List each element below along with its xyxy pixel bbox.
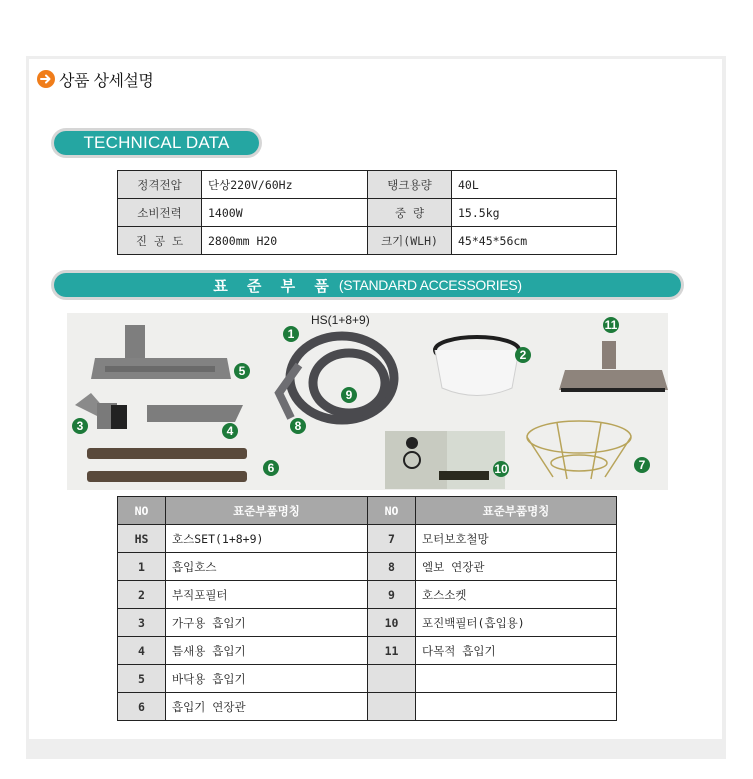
accessories-label-kr: 표 준 부 품 bbox=[213, 276, 329, 295]
technical-data-banner bbox=[51, 128, 262, 158]
table-row bbox=[118, 525, 617, 553]
hose-set-label: HS(1+8+9) bbox=[311, 313, 370, 327]
item-name: 엘보 연장관 bbox=[416, 553, 617, 581]
spec-row bbox=[118, 171, 617, 199]
spec-value: 15.5kg bbox=[452, 199, 617, 227]
badge-4: 4 bbox=[222, 423, 238, 439]
item-no: 7 bbox=[368, 525, 416, 553]
standard-accessories-banner bbox=[51, 270, 684, 300]
badge-7: 7 bbox=[634, 457, 650, 473]
badge-5: 5 bbox=[234, 363, 250, 379]
table-row bbox=[118, 637, 617, 665]
spec-value: 단상220V/60Hz bbox=[202, 171, 368, 199]
spec-label: 크기(WLH) bbox=[368, 227, 452, 255]
item-no: 1 bbox=[118, 553, 166, 581]
table-row bbox=[118, 553, 617, 581]
section-title: 상품 상세설명 bbox=[59, 70, 154, 90]
item-no: 9 bbox=[368, 581, 416, 609]
technical-data-label: TECHNICAL DATA bbox=[83, 133, 230, 152]
item-no: 10 bbox=[368, 609, 416, 637]
spec-value: 2800mm H20 bbox=[202, 227, 368, 255]
detail-frame bbox=[26, 56, 726, 759]
item-name bbox=[416, 693, 617, 721]
item-no: 11 bbox=[368, 637, 416, 665]
item-name: 흡입호스 bbox=[166, 553, 368, 581]
spec-table bbox=[117, 170, 617, 255]
item-name: 바닥용 흡입기 bbox=[166, 665, 368, 693]
spec-value: 40L bbox=[452, 171, 617, 199]
spec-label: 소비전력 bbox=[118, 199, 202, 227]
item-no bbox=[368, 665, 416, 693]
column-header-no: NO bbox=[368, 497, 416, 525]
item-no bbox=[368, 693, 416, 721]
detail-content bbox=[29, 59, 722, 739]
table-row bbox=[118, 609, 617, 637]
item-name: 호스소켓 bbox=[416, 581, 617, 609]
badge-9: 9 bbox=[341, 387, 357, 403]
item-no: 3 bbox=[118, 609, 166, 637]
item-no: 5 bbox=[118, 665, 166, 693]
item-name: 가구용 흡입기 bbox=[166, 609, 368, 637]
badge-8: 8 bbox=[290, 418, 306, 434]
item-name: 모터보호철망 bbox=[416, 525, 617, 553]
spec-row bbox=[118, 227, 617, 255]
item-name: 부직포필터 bbox=[166, 581, 368, 609]
accessories-label-en: (STANDARD ACCESSORIES) bbox=[338, 277, 522, 293]
item-no: 2 bbox=[118, 581, 166, 609]
item-name bbox=[416, 665, 617, 693]
badge-2: 2 bbox=[515, 347, 531, 363]
spec-label: 진 공 도 bbox=[118, 227, 202, 255]
badge-11: 11 bbox=[604, 318, 618, 332]
item-no: 4 bbox=[118, 637, 166, 665]
item-name: 흡입기 연장관 bbox=[166, 693, 368, 721]
item-name: 포진백필터(흡입용) bbox=[416, 609, 617, 637]
table-row bbox=[118, 693, 617, 721]
section-header bbox=[37, 68, 153, 90]
item-no: HS bbox=[118, 525, 166, 553]
accessories-table bbox=[117, 496, 617, 721]
spec-value: 45*45*56cm bbox=[452, 227, 617, 255]
table-row bbox=[118, 581, 617, 609]
accessories-photo bbox=[67, 313, 668, 490]
table-header-row bbox=[118, 497, 617, 525]
column-header-no: NO bbox=[118, 497, 166, 525]
item-name: 틈새용 흡입기 bbox=[166, 637, 368, 665]
table-row bbox=[118, 665, 617, 693]
column-header-name: 표준부품명칭 bbox=[166, 497, 368, 525]
spec-label: 중 량 bbox=[368, 199, 452, 227]
item-name: 호스SET(1+8+9) bbox=[166, 525, 368, 553]
badge-1: 1 bbox=[283, 326, 299, 342]
arrow-right-circle-icon bbox=[37, 70, 55, 88]
column-header-name: 표준부품명칭 bbox=[416, 497, 617, 525]
accessories-illustration bbox=[67, 313, 668, 490]
badge-6: 6 bbox=[263, 460, 279, 476]
item-no: 6 bbox=[118, 693, 166, 721]
badge-3: 3 bbox=[72, 418, 88, 434]
spec-label: 정격전압 bbox=[118, 171, 202, 199]
badge-10: 10 bbox=[494, 462, 508, 476]
spec-value: 1400W bbox=[202, 199, 368, 227]
spec-label: 탱크용량 bbox=[368, 171, 452, 199]
spec-row bbox=[118, 199, 617, 227]
item-no: 8 bbox=[368, 553, 416, 581]
item-name: 다목적 흡입기 bbox=[416, 637, 617, 665]
